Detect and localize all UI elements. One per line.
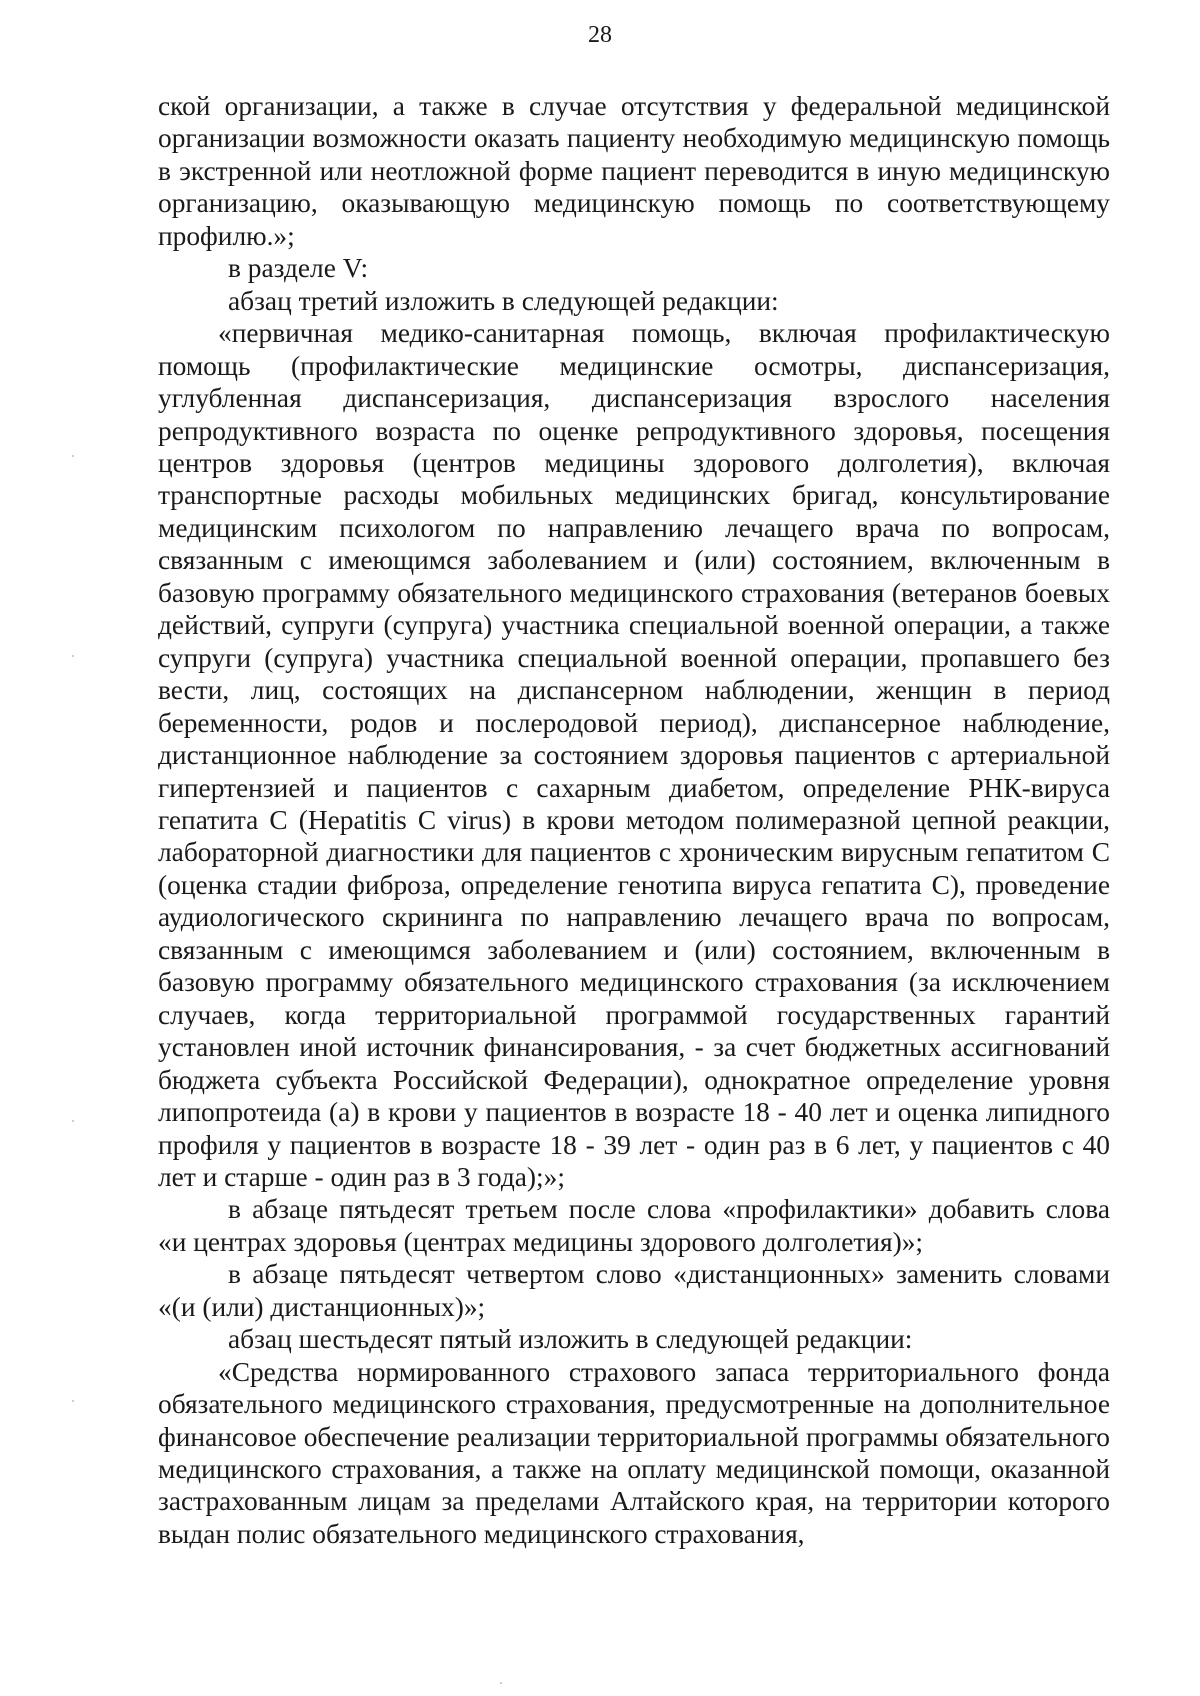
paragraph-insurance-reserve-quote: «Средства нормированного страхового запаса территориального фонда обязательного медицинского страхования, предусмотренные на дополнительное финансовое обеспечение реализации территориальной программы обязательного медицинского страхования, а также на оплату медицинской помощи, оказанной застрахованным лицам за пределами Алтайского края, на территории которого выдан полис обязательного медицинского страхования, xyxy=(158,1356,1110,1549)
scan-speck xyxy=(72,655,74,657)
scan-speck xyxy=(72,1400,74,1402)
page-number: 28 xyxy=(588,22,612,48)
paragraph-abzac-65: абзац шестьдесят пятый изложить в следующей редакции: xyxy=(228,1324,913,1355)
scan-speck xyxy=(72,455,74,457)
scan-speck xyxy=(72,1120,74,1122)
paragraph-continuation: ской организации, а также в случае отсутствия у федеральной медицинской организации возможности оказать пациенту необходимую медицинскую помощь в экстренной или неотложной форме пациент переводится в иную медицинскую организацию, оказывающую медицинскую помощь по соответствующему профилю.»; xyxy=(158,91,1110,251)
paragraph-section-v: в разделе V: xyxy=(228,253,369,284)
scan-speck xyxy=(500,1682,502,1684)
paragraph-abzac-tretiy: абзац третий изложить в следующей редакции: xyxy=(228,285,779,316)
paragraph-primary-care-quote: «первичная медико-санитарная помощь, включая профилактическую помощь (профилактические медицинские осмотры, диспансеризация, углубленная диспансеризация, диспансеризация взрослого населения репродуктивного возраста по оценке репродуктивного здоровья, посещения центров здоровья (центров медицины здорового долголетия), включая транспортные расходы мобильных медицинских бригад, консультирование медицинским психологом по направлению лечащего врача по вопросам, связанным с имеющимся заболеванием и (или) состоянием, включенным в базовую программу обязательного медицинского страхования (ветеранов боевых действий, супруги (супруга) участника специальной военной операции, а также супруги (супруга) участника специальной военной операции, пропавшего без вести, лиц, состоящих на диспансерном наблюдении, женщин в период беременности, родов и послеродовой период), диспансерное наблюдение, дистанционное наблюдение за состоянием здоровья пациентов с артериальной гипертензией и пациентов с сахарным диабетом, определение РНК-вируса гепатита С (Hepatitis C virus) в крови методом полимеразной цепной реакции, лабораторной диагностики для пациентов с хроническим вирусным гепатитом С (оценка стадии фиброза, определение генотипа вируса гепатита С), проведение аудиологического скрининга по направлению лечащего врача по вопросам, связанным с имеющимся заболеванием и (или) состоянием, включенным в базовую программу обязательного медицинского страхования (за исключением случаев, когда территориальной программой государственных гарантий установлен иной источник финансирования, - за счет бюджетных ассигнований бюджета субъекта Российской Федерации), однократное определение уровня липопротеида (а) в крови у пациентов в возрасте 18 - 40 лет и оценка липидного профиля у пациентов в возрасте 18 - 39 лет - один раз в 6 лет, у пациентов с 40 лет и старше - один раз в 3 года);»; xyxy=(158,318,1110,1192)
paragraph-abzac-54: в абзаце пятьдесят четвертом слово «дистанционных» заменить словами «(и (или) дистанционных)»; xyxy=(158,1259,1110,1322)
paragraph-abzac-53: в абзаце пятьдесят третьем после слова «профилактики» добавить слова «и центрах здоровья (центрах медицины здорового долголетия)»; xyxy=(158,1194,1110,1257)
document-body xyxy=(158,90,1110,1550)
